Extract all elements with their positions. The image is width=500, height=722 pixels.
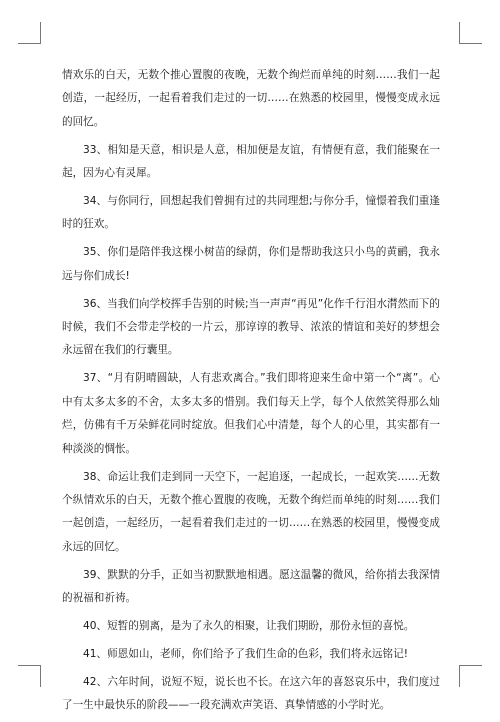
crop-mark-top-right <box>460 43 482 44</box>
paragraph-38: 38、命运让我们走到同一天空下，一起追逐，一起成长，一起欢笑……无数个纵情欢乐的白天，无数个推心置腹的夜晚，无数个绚烂而单纯的时刻……我们一起创造，一起经历，一起看着我们走过的一切……在熟悉的校园里，慢慢变成永远的回忆。 <box>62 470 440 553</box>
crop-mark-bottom-left <box>40 665 41 687</box>
paragraph-41: 41、师恩如山，老师，你们给予了我们生命的色彩，我们将永远铭记! <box>83 647 408 660</box>
document-body <box>62 64 440 722</box>
crop-mark-bottom-left <box>18 665 40 666</box>
paragraph-35: 35、你们是陪伴我这棵小树苗的绿荫，你们是帮助我这只小鸟的黄鹂，我永远与你们成长! <box>62 246 440 282</box>
paragraph-40: 40、短暂的别离，是为了永久的相聚，让我们期盼，那份永恒的喜悦。 <box>83 619 415 632</box>
paragraph-continued: 情欢乐的白天，无数个推心置腹的夜晚，无数个绚烂而单纯的时刻……我们一起创造，一起经历，一起看着我们走过的一切……在熟悉的校园里，慢慢变成永远的回忆。 <box>62 69 440 128</box>
crop-mark-bottom-right <box>460 665 482 666</box>
paragraph-39: 39、默默的分手，正如当初默默地相遇。愿这温馨的微风，给你捎去我深情的祝福和祈祷。 <box>62 568 440 605</box>
crop-mark-top-left <box>18 43 40 44</box>
paragraph-36: 36、当我们向学校挥手告别的时候;当一声声“再见”化作千行泪水潸然而下的时候，我们不会带走学校的一片云，那谆谆的教导、浓浓的情谊和美好的梦想会永远留在我们的行囊里。 <box>62 297 440 357</box>
paragraph-42: 42、六年时间，说短不短，说长也不长。在这六年的喜怒哀乐中，我们度过了一生中最快乐的阶段——一段充满欢声笑语、真挚情感的小学时光。 <box>62 675 440 712</box>
paragraph-34: 34、与你同行，回想起我们曾拥有过的共同理想;与你分手，憧憬着我们重逢时的狂欢。 <box>62 195 440 231</box>
crop-mark-bottom-right <box>459 665 460 687</box>
paragraph-37: 37、“月有阴晴圆缺，人有悲欢离合。”我们即将迎来生命中第一个“离”。心中有太多太多的不舍，太多太多的惜别。我们每天上学，每个人依然笑得那么灿烂，仿佛有千万朵鲜花同时绽放。但我们心中清楚，每个人的心里，其实都有一种淡淡的惆怅。 <box>62 372 440 455</box>
crop-mark-top-right <box>459 22 460 44</box>
paragraph-33: 33、相知是天意，相识是人意，相加便是友谊，有情便有意，我们能聚在一起，因为心有灵犀。 <box>62 143 440 180</box>
crop-mark-top-left <box>40 22 41 44</box>
